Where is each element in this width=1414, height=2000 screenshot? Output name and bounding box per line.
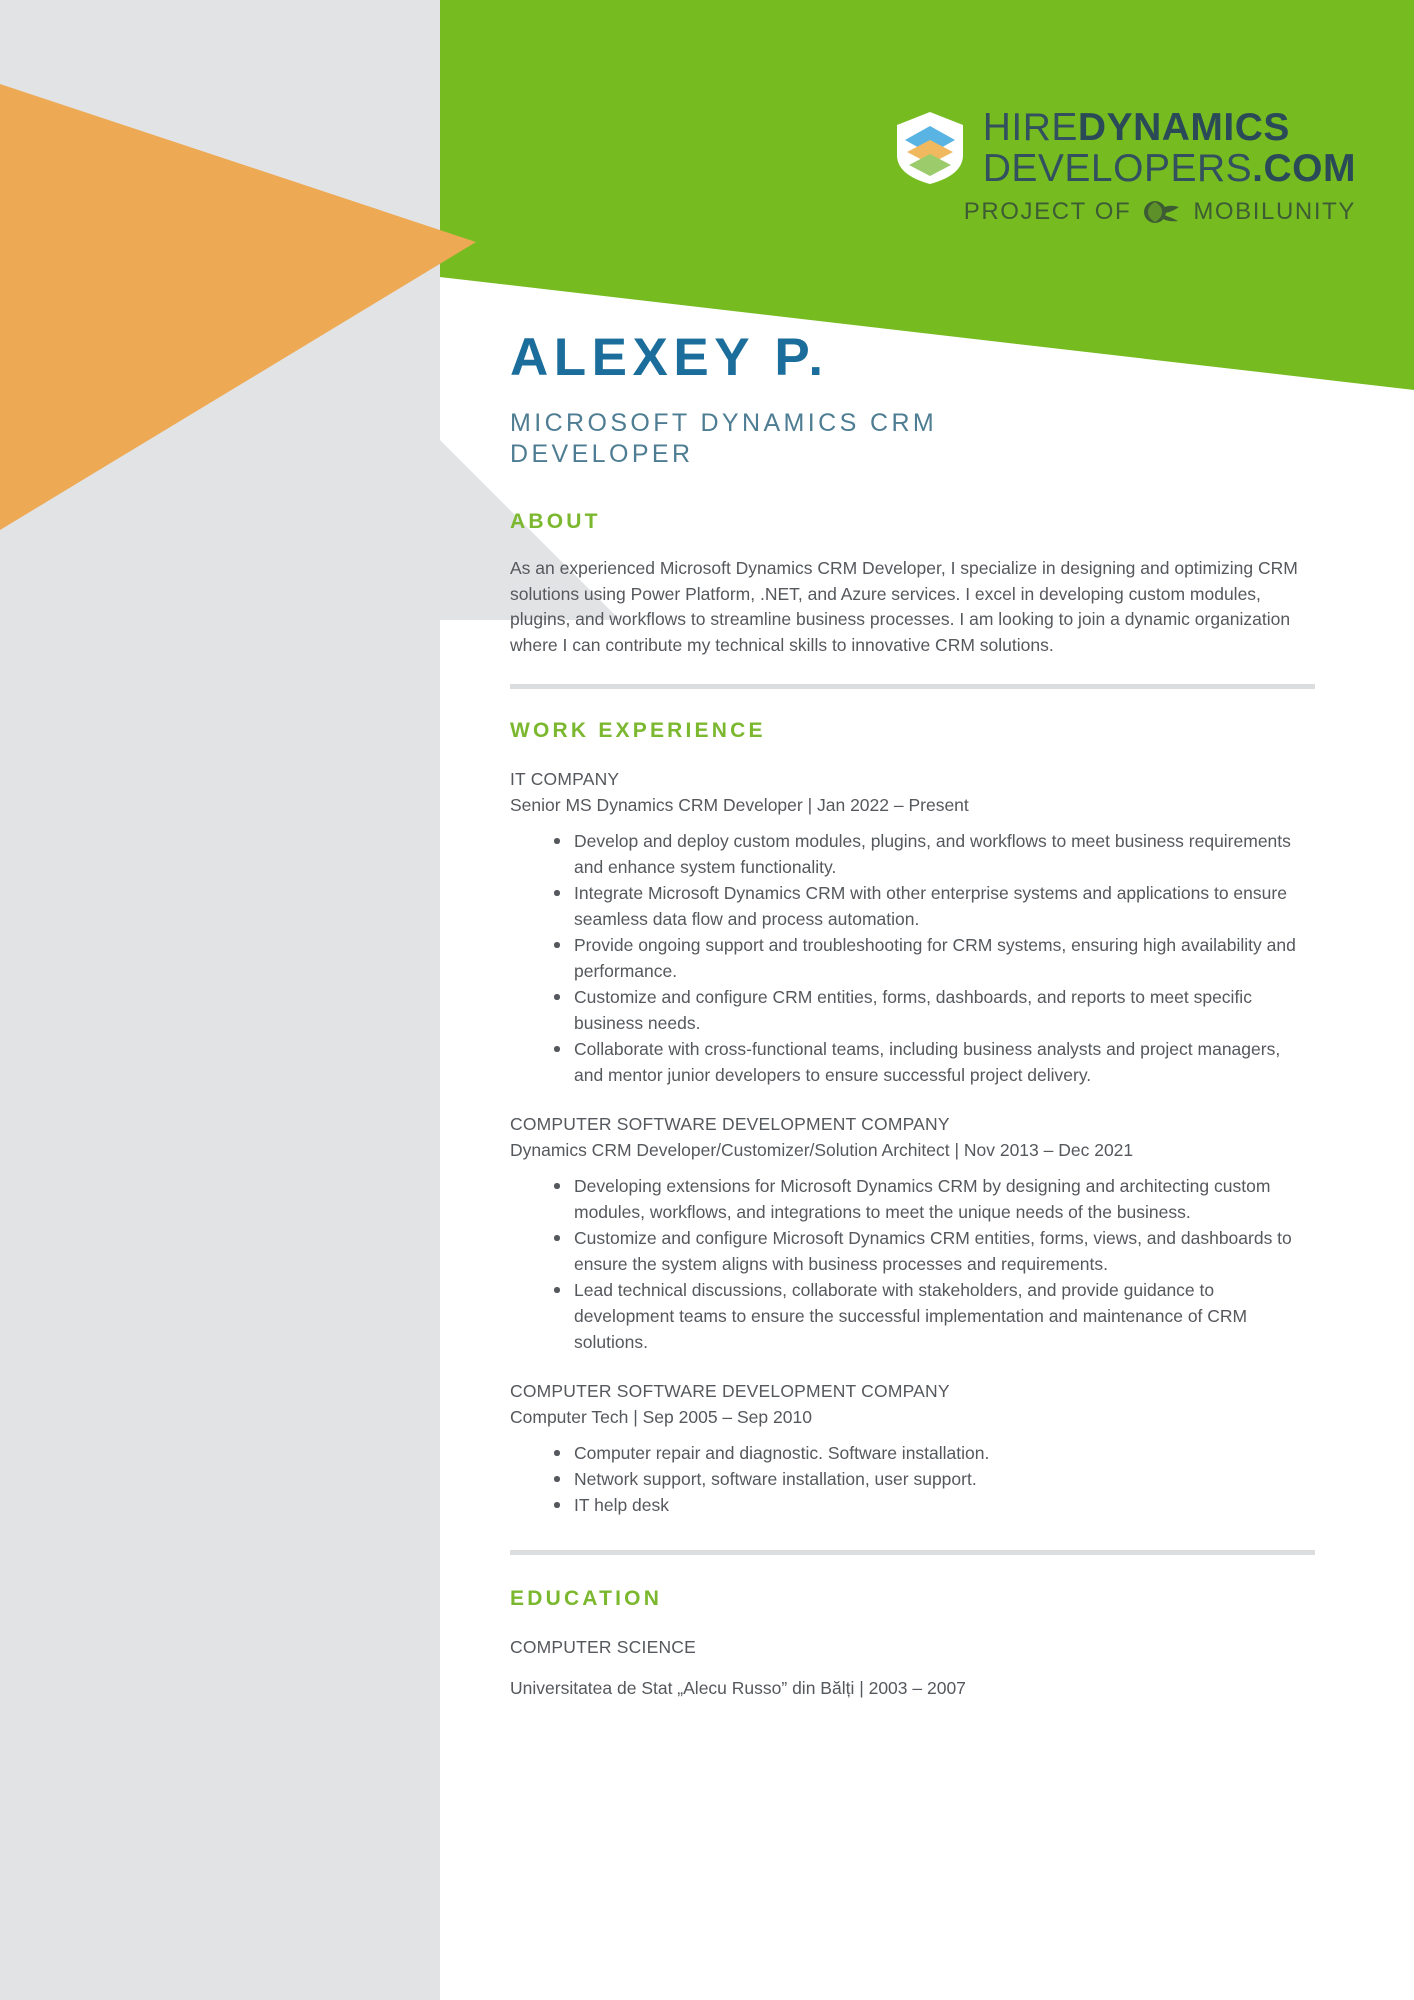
- job-company-name: IT COMPANY: [510, 769, 620, 790]
- divider: [510, 684, 1315, 689]
- list-item: Customize and configure Microsoft Dynamics CRM entities, forms, views, and dashboards to ensure the system aligns with business processes and requirements.: [548, 1225, 1308, 1277]
- education-school-and-dates: Universitatea de Stat „Alecu Russo” din Bălți | 2003 – 2007: [510, 1678, 966, 1699]
- logo-hire-text: HIRE: [982, 106, 1078, 149]
- layers-shield-icon: [891, 109, 969, 187]
- logo-tagline: [964, 198, 1356, 226]
- work-experience-entry: [510, 767, 1314, 1088]
- list-item: Computer repair and diagnostic. Software installation.: [548, 1440, 1308, 1466]
- work-experience-entry: [510, 1379, 1314, 1518]
- job-role-and-dates: Computer Tech | Sep 2005 – Sep 2010: [510, 1407, 812, 1428]
- logo-line-one: [983, 108, 1356, 147]
- logo-wordmark: [983, 108, 1356, 188]
- job-company-name: COMPUTER SOFTWARE DEVELOPMENT COMPANY: [510, 1114, 950, 1135]
- main-content: [440, 0, 1414, 1699]
- job-role-and-dates: Dynamics CRM Developer/Customizer/Solution Architect | Nov 2013 – Dec 2021: [510, 1140, 1134, 1161]
- about-paragraph: As an experienced Microsoft Dynamics CRM Developer, I specialize in designing and optimizing CRM solutions using Power Platform, .NET, and Azure services. I excel in developing custom modules, plugins, and workflows to streamline business processes. I am looking to join a dynamic organization where I can contribute my technical skills to innovative CRM solutions.: [510, 558, 1298, 655]
- logo-developers-text: DEVELOPERS: [982, 147, 1253, 190]
- page-title: ALEXEY P.: [510, 328, 829, 387]
- education-heading: EDUCATION: [510, 1587, 663, 1611]
- job-responsibility-list: [510, 1440, 1314, 1518]
- brand-logo: [891, 108, 1356, 226]
- job-role-and-dates: Senior MS Dynamics CRM Developer | Jan 2022 – Present: [510, 795, 969, 816]
- logo-dotcom-text: .COM: [1252, 147, 1356, 190]
- tagline-company-text: MOBILUNITY: [1193, 198, 1356, 225]
- mobilunity-globe-icon: [1142, 199, 1182, 225]
- job-responsibility-list: [510, 1173, 1314, 1355]
- list-item: Collaborate with cross-functional teams, including business analysts and project managers, and mentor junior developers to ensure successful project delivery.: [548, 1036, 1308, 1088]
- tagline-prefix-text: PROJECT OF: [963, 198, 1132, 225]
- list-item: Customize and configure CRM entities, forms, dashboards, and reports to meet specific business needs.: [548, 984, 1308, 1036]
- list-item: Developing extensions for Microsoft Dynamics CRM by designing and architecting custom modules, workflows, and integrations to meet the unique needs of the business.: [548, 1173, 1308, 1225]
- about-heading: ABOUT: [510, 510, 601, 534]
- logo-dynamics-text: DYNAMICS: [1077, 106, 1290, 149]
- logo-line-two: [983, 149, 1356, 188]
- list-item: IT help desk: [548, 1492, 1308, 1518]
- education-degree: COMPUTER SCIENCE: [510, 1637, 696, 1658]
- job-company-name: COMPUTER SOFTWARE DEVELOPMENT COMPANY: [510, 1381, 950, 1402]
- job-responsibility-list: [510, 828, 1314, 1088]
- list-item: Provide ongoing support and troubleshooting for CRM systems, ensuring high availability and performance.: [548, 932, 1308, 984]
- work-experience-heading: WORK EXPERIENCE: [510, 719, 766, 743]
- job-title-subheading: MICROSOFT DYNAMICS CRM DEVELOPER: [510, 408, 938, 468]
- list-item: Develop and deploy custom modules, plugins, and workflows to meet business requirements and enhance system functionality.: [548, 828, 1308, 880]
- logo-row: [891, 108, 1356, 188]
- work-experience-entry: [510, 1112, 1314, 1355]
- list-item: Lead technical discussions, collaborate with stakeholders, and provide guidance to development teams to ensure the successful implementation and maintenance of CRM solutions.: [548, 1277, 1308, 1355]
- list-item: Integrate Microsoft Dynamics CRM with other enterprise systems and applications to ensure seamless data flow and process automation.: [548, 880, 1308, 932]
- divider: [510, 1550, 1315, 1555]
- list-item: Network support, software installation, user support.: [548, 1466, 1308, 1492]
